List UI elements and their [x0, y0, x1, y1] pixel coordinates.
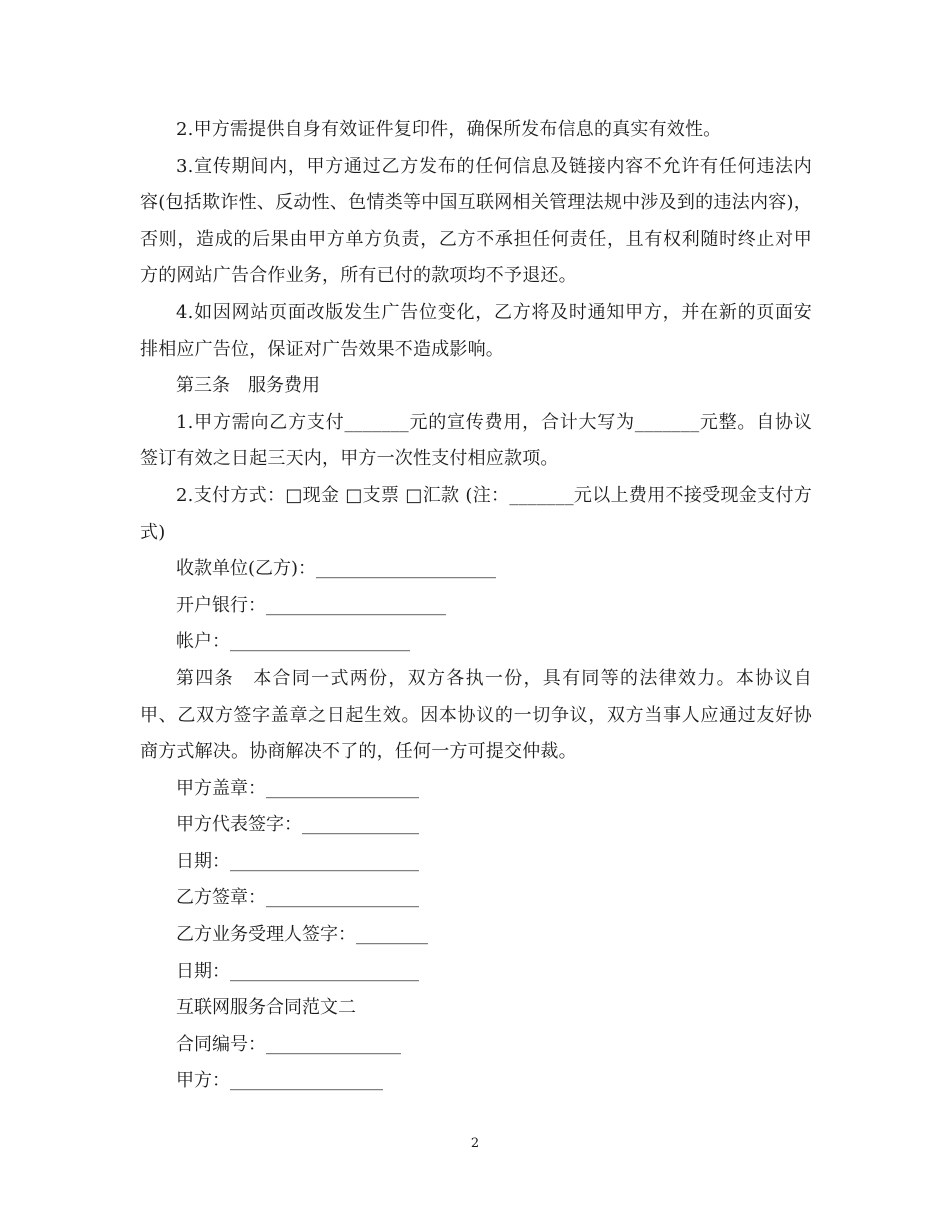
- clause-3: 3.宣传期间内，甲方通过乙方发布的任何信息及链接内容不允许有任何违法内容(包括欺诈性、反动性、色情类等中国互联网相关管理法规中涉及到的违法内容)，否则，造成的后果由甲方单方负责，乙方不承担任何责任，且有权利随时终止对甲方的网站广告合作业务，所有已付的款项均不予退还。: [140, 155, 812, 287]
- payee-field: 收款单位(乙方)：____________________: [176, 558, 497, 580]
- template-2-title: 互联网服务合同范文二: [176, 997, 356, 1019]
- date-field-1: 日期：_____________________: [176, 850, 419, 872]
- party-b-seal-field: 乙方签章：_________________: [176, 887, 419, 909]
- bank-field: 开户银行：____________________: [176, 594, 446, 616]
- fee-clause-2: 2.支付方式：□现金 □支票 □汇款 (注：_______元以上费用不接受现金支付方式): [140, 484, 812, 543]
- account-field: 帐户：____________________: [176, 631, 410, 653]
- document-body: [140, 112, 812, 1100]
- party-a-field: 甲方：_________________: [176, 1070, 383, 1092]
- article-3-heading: 第三条 服务费用: [176, 375, 320, 397]
- date-field-2: 日期：_____________________: [176, 960, 419, 982]
- contract-number-field: 合同编号：_______________: [176, 1033, 401, 1055]
- party-a-rep-field: 甲方代表签字：_____________: [176, 814, 419, 836]
- party-b-agent-field: 乙方业务受理人签字：________: [176, 924, 428, 946]
- fee-clause-1: 1.甲方需向乙方支付_______元的宣传费用，合计大写为_______元整。自协议签订有效之日起三天内，甲方一次性支付相应款项。: [140, 411, 812, 470]
- party-a-seal-field: 甲方盖章：_________________: [176, 777, 419, 799]
- clause-2: 2.甲方需提供自身有效证件复印件，确保所发布信息的真实有效性。: [176, 119, 722, 140]
- page-number: 2: [470, 1136, 480, 1151]
- article-4: 第四条 本合同一式两份，双方各执一份，具有同等的法律效力。本协议自甲、乙双方签字盖章之日起生效。因本协议的一切争议，双方当事人应通过友好协商方式解决。协商解决不了的，任何一方可提交仲裁。: [140, 667, 812, 763]
- clause-4: 4.如因网站页面改版发生广告位变化，乙方将及时通知甲方，并在新的页面安排相应广告位，保证对广告效果不造成影响。: [140, 301, 812, 360]
